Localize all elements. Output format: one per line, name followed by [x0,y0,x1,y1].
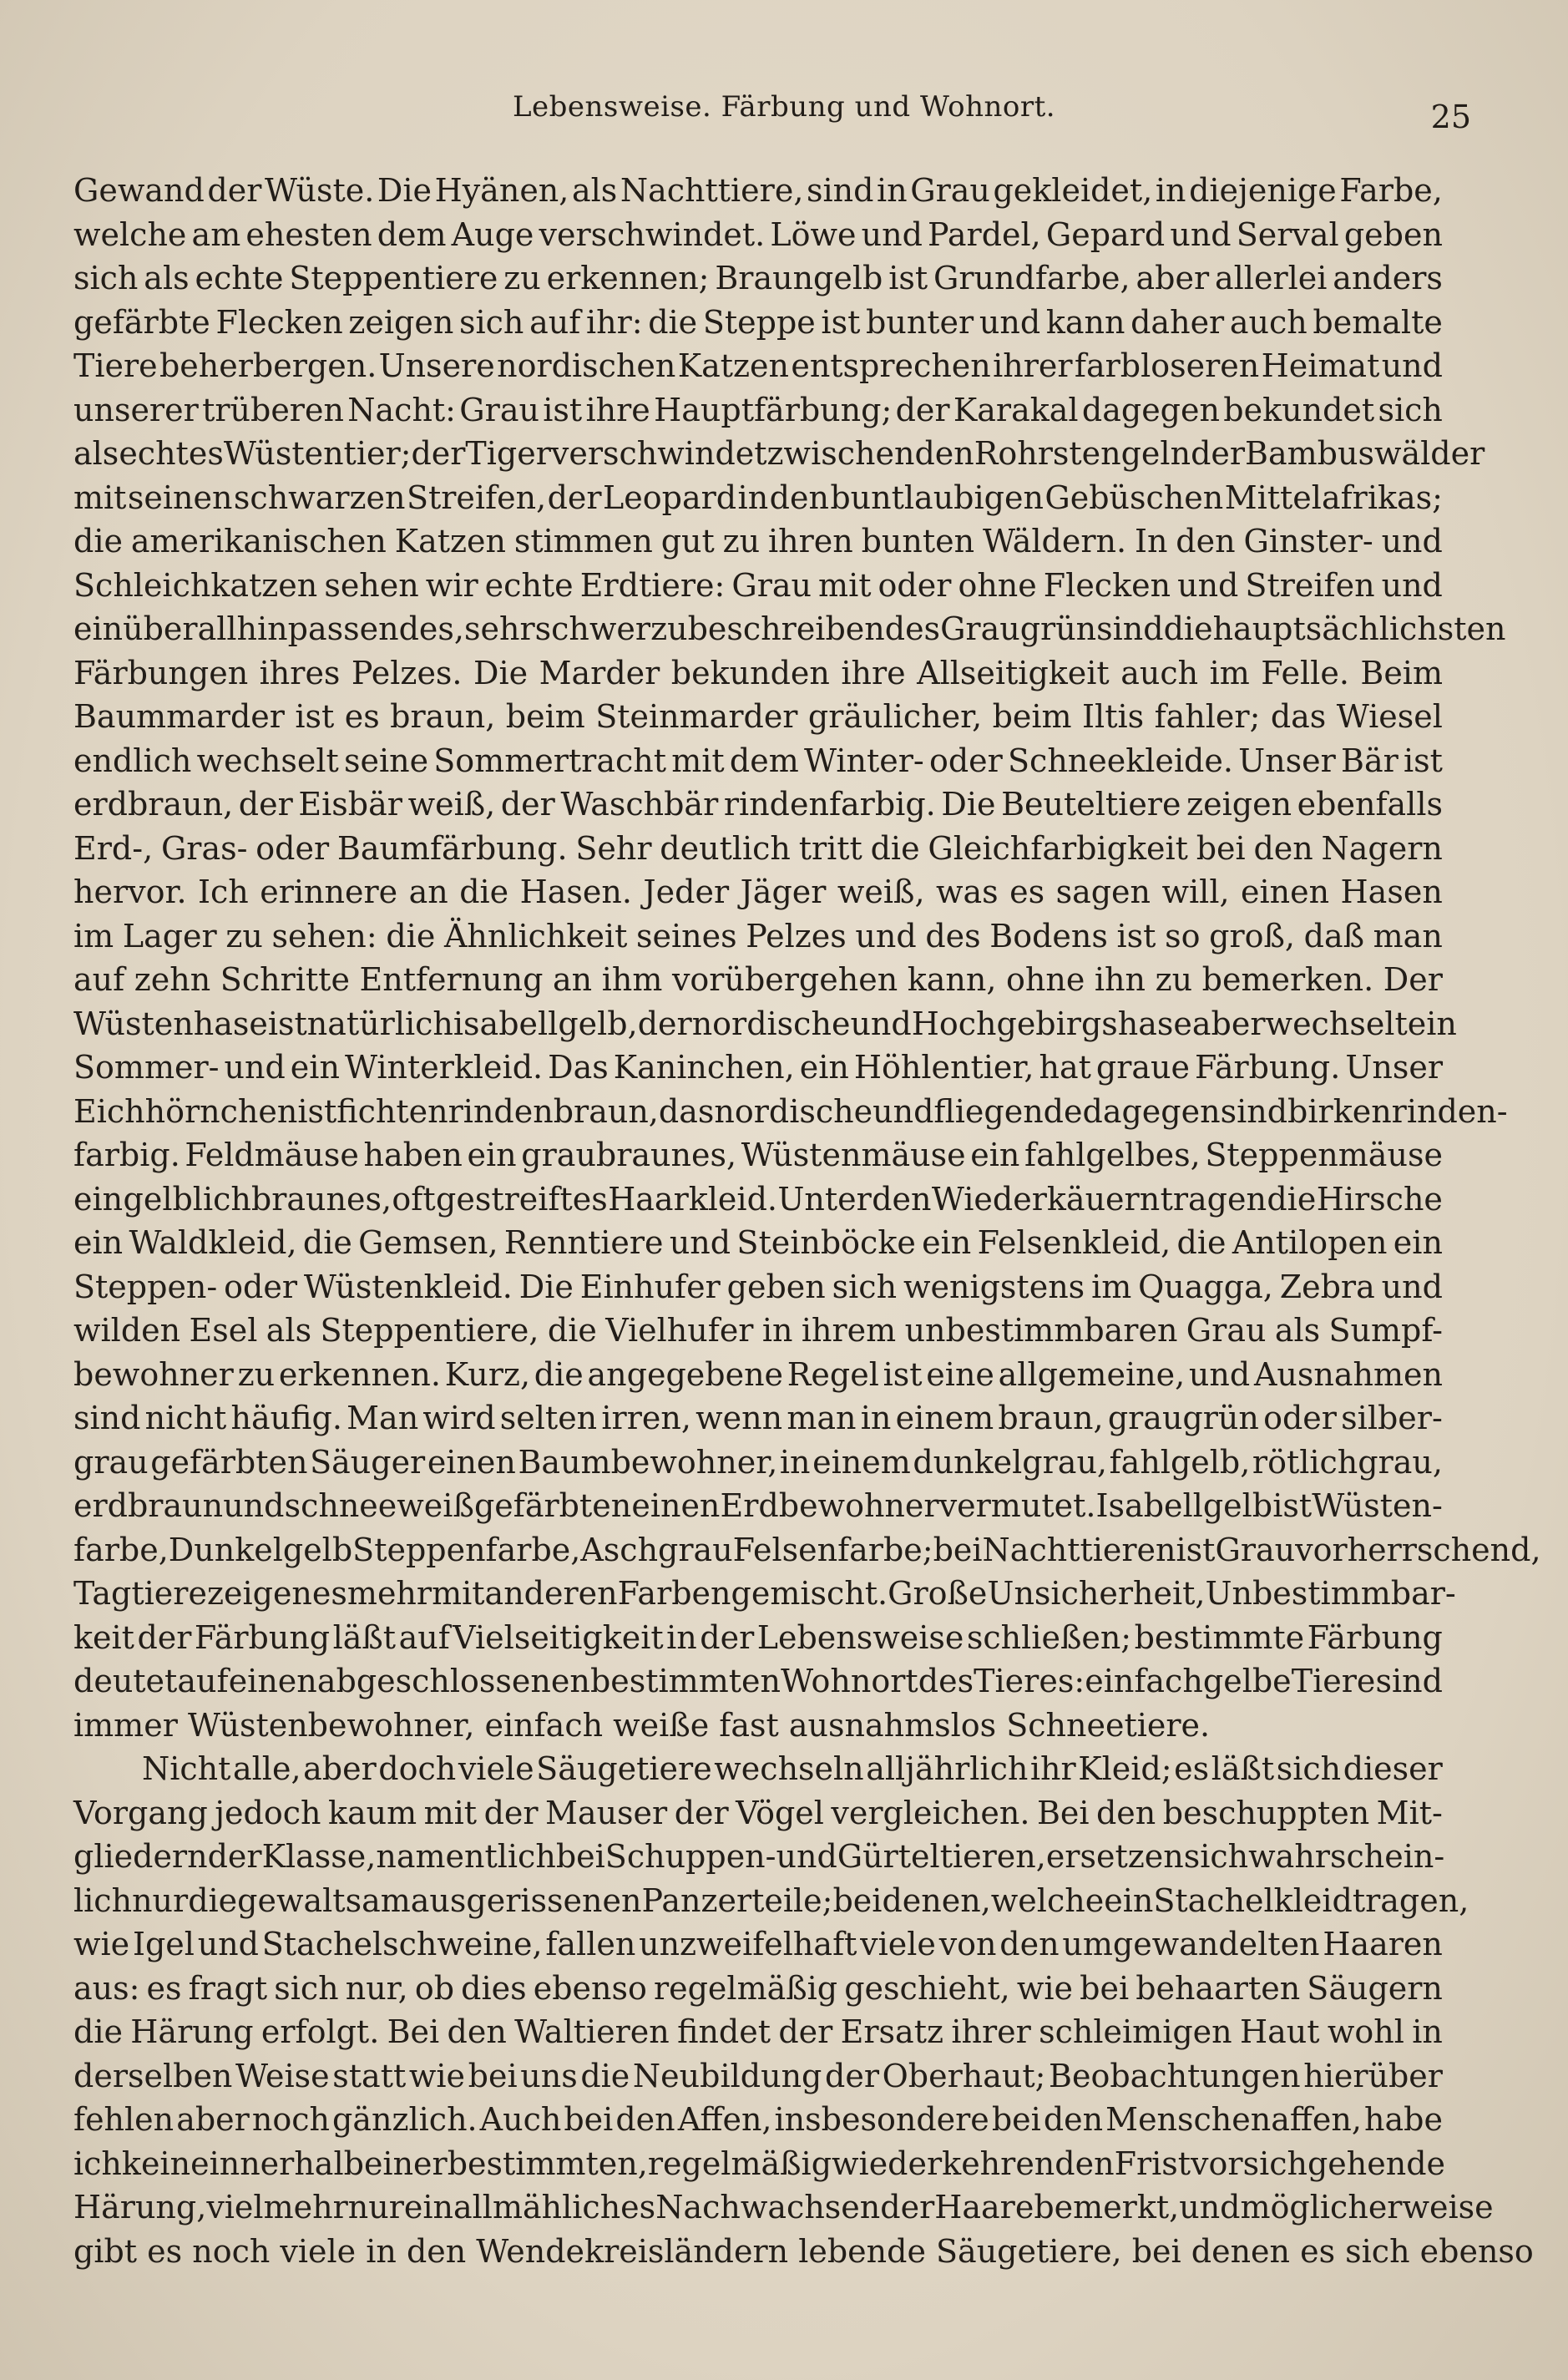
text-line: die amerikanischen Katzen stimmen gut zu ihren bunten Wäldern. In den Ginster- und [73,523,1443,560]
text-line: aus: es fragt sich nur, ob dies ebenso regelmäßig geschieht, wie bei behaarten Säugern [73,1969,1443,2007]
text-line: Erd-, Gras- oder Baumfärbung. Sehr deutlich tritt die Gleichfarbigkeit bei den Nagern [73,829,1443,867]
text-line: Vorgang jedoch kaum mit der Mauser der Vögel vergleichen. Bei den beschuppten Mit- [73,1794,1443,1831]
body-text [73,169,1541,2273]
text-line: sind nicht häufig. Man wird selten irren, wenn man in einem braun, graugrün oder silber- [73,1400,1443,1436]
text-line: Färbungen ihres Pelzes. Die Marder bekunden ihre Allseitigkeit auch im Felle. Beim [73,654,1443,691]
text-line: Tiere beherbergen. Unsere nordischen Katzen entsprechen ihrer farbloseren Heimat und [73,347,1443,384]
text-line: immer Wüstenbewohner, einfach weiße fast ausnahmslos Schneetiere. [73,1706,1211,1744]
text-line: Wüstenhase ist natürlich isabellgelb, der nordische und Hochgebirgshase aber wechselt ein [73,1005,1457,1042]
text-line: Sommer- und ein Winterkleid. Das Kaninchen, ein Höhlentier, hat graue Färbung. Unser [73,1049,1443,1086]
text-line: lich nur die gewaltsam ausgerissenen Panzerteile; bei denen, welche ein Stachelkleid tragen, [73,1881,1469,1919]
text-line: Nicht alle, aber doch viele Säugetiere wechseln alljährlich ihr Kleid; es läßt sich dieser [142,1750,1443,1787]
text-line: grau gefärbten Säuger einen Baumbewohner, in einem dunkelgrau, fahlgelb, rötlichgrau, [73,1443,1443,1481]
text-line: Baummarder ist es braun, beim Steinmarder gräulicher, beim Iltis fahler; das Wiesel [73,698,1443,735]
running-head: Lebensweise. Färbung und Wohnort. [512,90,1056,124]
text-line: die Härung erfolgt. Bei den Waltieren findet der Ersatz ihrer schleimigen Haut wohl in [73,2013,1443,2050]
text-line: wilden Esel als Steppentiere, die Vielhufer in ihrem unbestimmbaren Grau als Sumpf- [73,1312,1443,1349]
text-line: erdbraun und schneeweiß gefärbten einen Erdbewohner vermutet. Isabellgelb ist Wüsten- [73,1487,1443,1524]
text-line: als echtes Wüstentier; der Tiger verschwindet zwischen den Rohrstengeln der Bambuswälder [73,435,1485,472]
text-line: Schleichkatzen sehen wir echte Erdtiere: Grau mit oder ohne Flecken und Streifen und [73,566,1443,604]
text-line: keit der Färbung läßt auf Vielseitigkeit in der Lebensweise schließen; bestimmte Färbung [73,1618,1443,1656]
text-line: mit seinen schwarzen Streifen, der Leopard in den buntlaubigen Gebüschen Mittelafrikas; [73,479,1443,516]
text-line: welche am ehesten dem Auge verschwindet. Löwe und Pardel, Gepard und Serval geben [73,215,1443,253]
text-line: gliedern der Klasse, namentlich bei Schuppen- und Gürteltieren, ersetzen sich wahrschein- [73,1838,1445,1875]
text-line: ein Waldkleid, die Gemsen, Renntiere und Steinböcke ein Felsenkleid, die Antilopen ein [73,1224,1443,1261]
text-line: gibt es noch viele in den Wendekreisländern lebende Säugetiere, bei denen es sich ebenso [73,2232,1534,2270]
text-line: derselben Weise statt wie bei uns die Neubildung der Oberhaut; Beobachtungen hierüber [73,2057,1443,2094]
text-line: auf zehn Schritte Entfernung an ihm vorübergehen kann, ohne ihn zu bemerken. Der [73,961,1443,998]
text-line: ich keine innerhalb einer bestimmten, regelmäßig wiederkehrenden Frist vor sich gehende [73,2145,1446,2182]
page-number: 25 [1430,99,1471,135]
text-line: endlich wechselt seine Sommertracht mit dem Winter- oder Schneekleide. Unser Bär ist [73,742,1443,779]
text-line: Härung, vielmehr nur ein allmähliches Nachwachsen der Haare bemerkt, und möglicherweise [73,2189,1494,2226]
text-line: bewohner zu erkennen. Kurz, die angegebene Regel ist eine allgemeine, und Ausnahmen [73,1355,1443,1393]
text-line: Tagtiere zeigen es mehr mit anderen Farben gemischt. Große Unsicherheit, Unbestimmbar- [73,1575,1456,1612]
text-line: ein überall hinpassendes, sehr schwer zu beschreibendes Graugrün sind die hauptsächlichsten [73,610,1506,647]
text-line: Gewand der Wüste. Die Hyänen, als Nachttiere, sind in Grau gekleidet, in diejenige Farbe, [73,172,1443,209]
text-line: farbe, Dunkelgelb Steppenfarbe, Aschgrau Felsenfarbe; bei Nachttieren ist Grau vorherrschend, [73,1531,1541,1568]
text-line: erdbraun, der Eisbär weiß, der Waschbär rindenfarbig. Die Beuteltiere zeigen ebenfalls [73,786,1443,823]
text-line: fehlen aber noch gänzlich. Auch bei den Affen, insbesondere bei den Menschenaffen, habe [73,2101,1443,2138]
text-line: Steppen- oder Wüstenkleid. Die Einhufer geben sich wenigstens im Quagga, Zebra und [73,1268,1443,1305]
text-line: Eichhörnchen ist fichtenrindenbraun, das nordische und fliegende dagegen sind birkenrinden- [73,1092,1508,1130]
text-line: deutet auf einen abgeschlossenen bestimmten Wohnort des Tieres: einfach gelbe Tiere sind [73,1663,1443,1699]
text-line: gefärbte Flecken zeigen sich auf ihr: die Steppe ist bunter und kann daher auch bemalte [73,303,1443,341]
text-line: unserer trüberen Nacht: Grau ist ihre Hauptfärbung; der Karakal dagegen bekundet sich [73,391,1443,428]
text-line: sich als echte Steppentiere zu erkennen; Braungelb ist Grundfarbe, aber allerlei anders [73,260,1443,296]
text-line: ein gelblichbraunes, oft gestreiftes Haarkleid. Unter den Wiederkäuern tragen die Hirsche [73,1180,1443,1218]
text-line: wie Igel und Stachelschweine, fallen unzweifelhaft viele von den umgewandelten Haaren [73,1926,1443,1962]
text-line: im Lager zu sehen: die Ähnlichkeit seines Pelzes und des Bodens ist so groß, daß man [73,917,1443,955]
text-line: farbig. Feldmäuse haben ein graubraunes, Wüstenmäuse ein fahlgelbes, Steppenmäuse [73,1137,1443,1173]
text-line: hervor. Ich erinnere an die Hasen. Jeder Jäger weiß, was es sagen will, einen Hasen [73,874,1443,910]
